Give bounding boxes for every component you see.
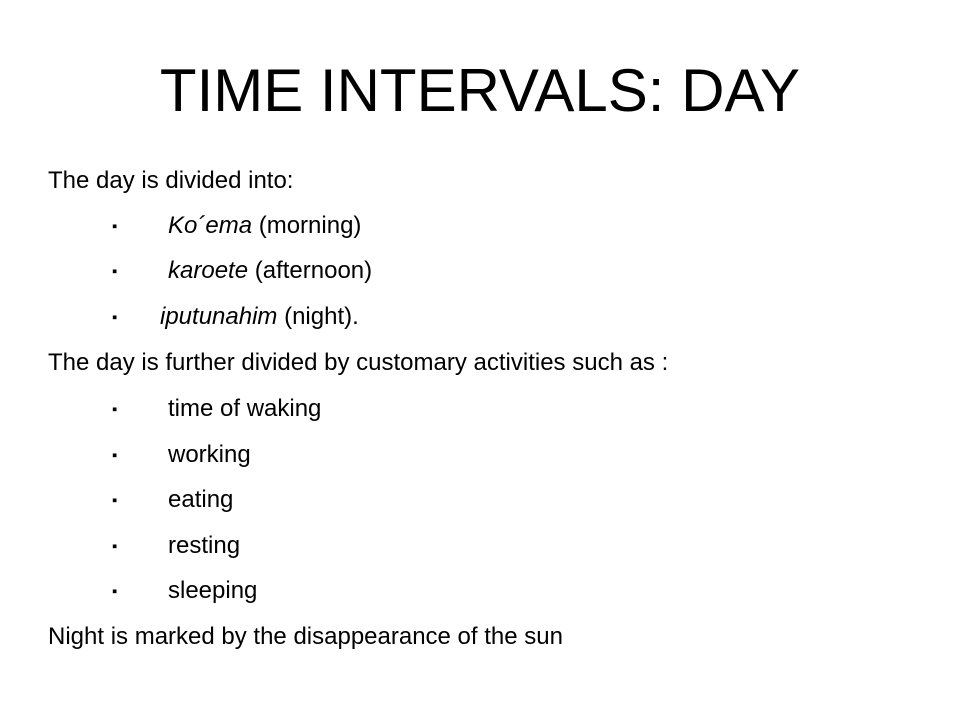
slide-title: TIME INTERVALS: DAY — [159, 57, 801, 124]
activity-text: working — [168, 441, 251, 468]
activity-text: resting — [168, 532, 241, 559]
square-bullet-icon: ▪ — [112, 583, 118, 600]
conclusion-text: Night is marked by the disappearance of the sun — [48, 623, 563, 650]
square-bullet-icon: ▪ — [112, 309, 118, 326]
square-bullet-icon: ▪ — [112, 218, 118, 235]
intro-text: The day is divided into: — [48, 167, 294, 194]
square-bullet-icon: ▪ — [112, 538, 118, 555]
square-bullet-icon: ▪ — [112, 447, 118, 464]
division-gloss: (night). — [277, 303, 359, 330]
division-term: Ko´ema — [168, 212, 253, 239]
further-text: The day is further divided by customary activities such as : — [48, 349, 669, 376]
activity-text: eating — [168, 486, 234, 513]
square-bullet-icon: ▪ — [112, 263, 118, 280]
square-bullet-icon: ▪ — [112, 492, 118, 509]
square-bullet-icon: ▪ — [112, 401, 118, 418]
division-text — [168, 256, 372, 286]
division-text — [168, 211, 361, 241]
division-term: iputunahim — [160, 303, 278, 330]
division-gloss: (afternoon) — [248, 257, 373, 284]
division-text — [160, 302, 359, 332]
division-gloss: (morning) — [252, 212, 362, 239]
activity-text: time of waking — [168, 395, 322, 422]
activity-text: sleeping — [168, 577, 258, 604]
division-term: karoete — [168, 257, 249, 284]
